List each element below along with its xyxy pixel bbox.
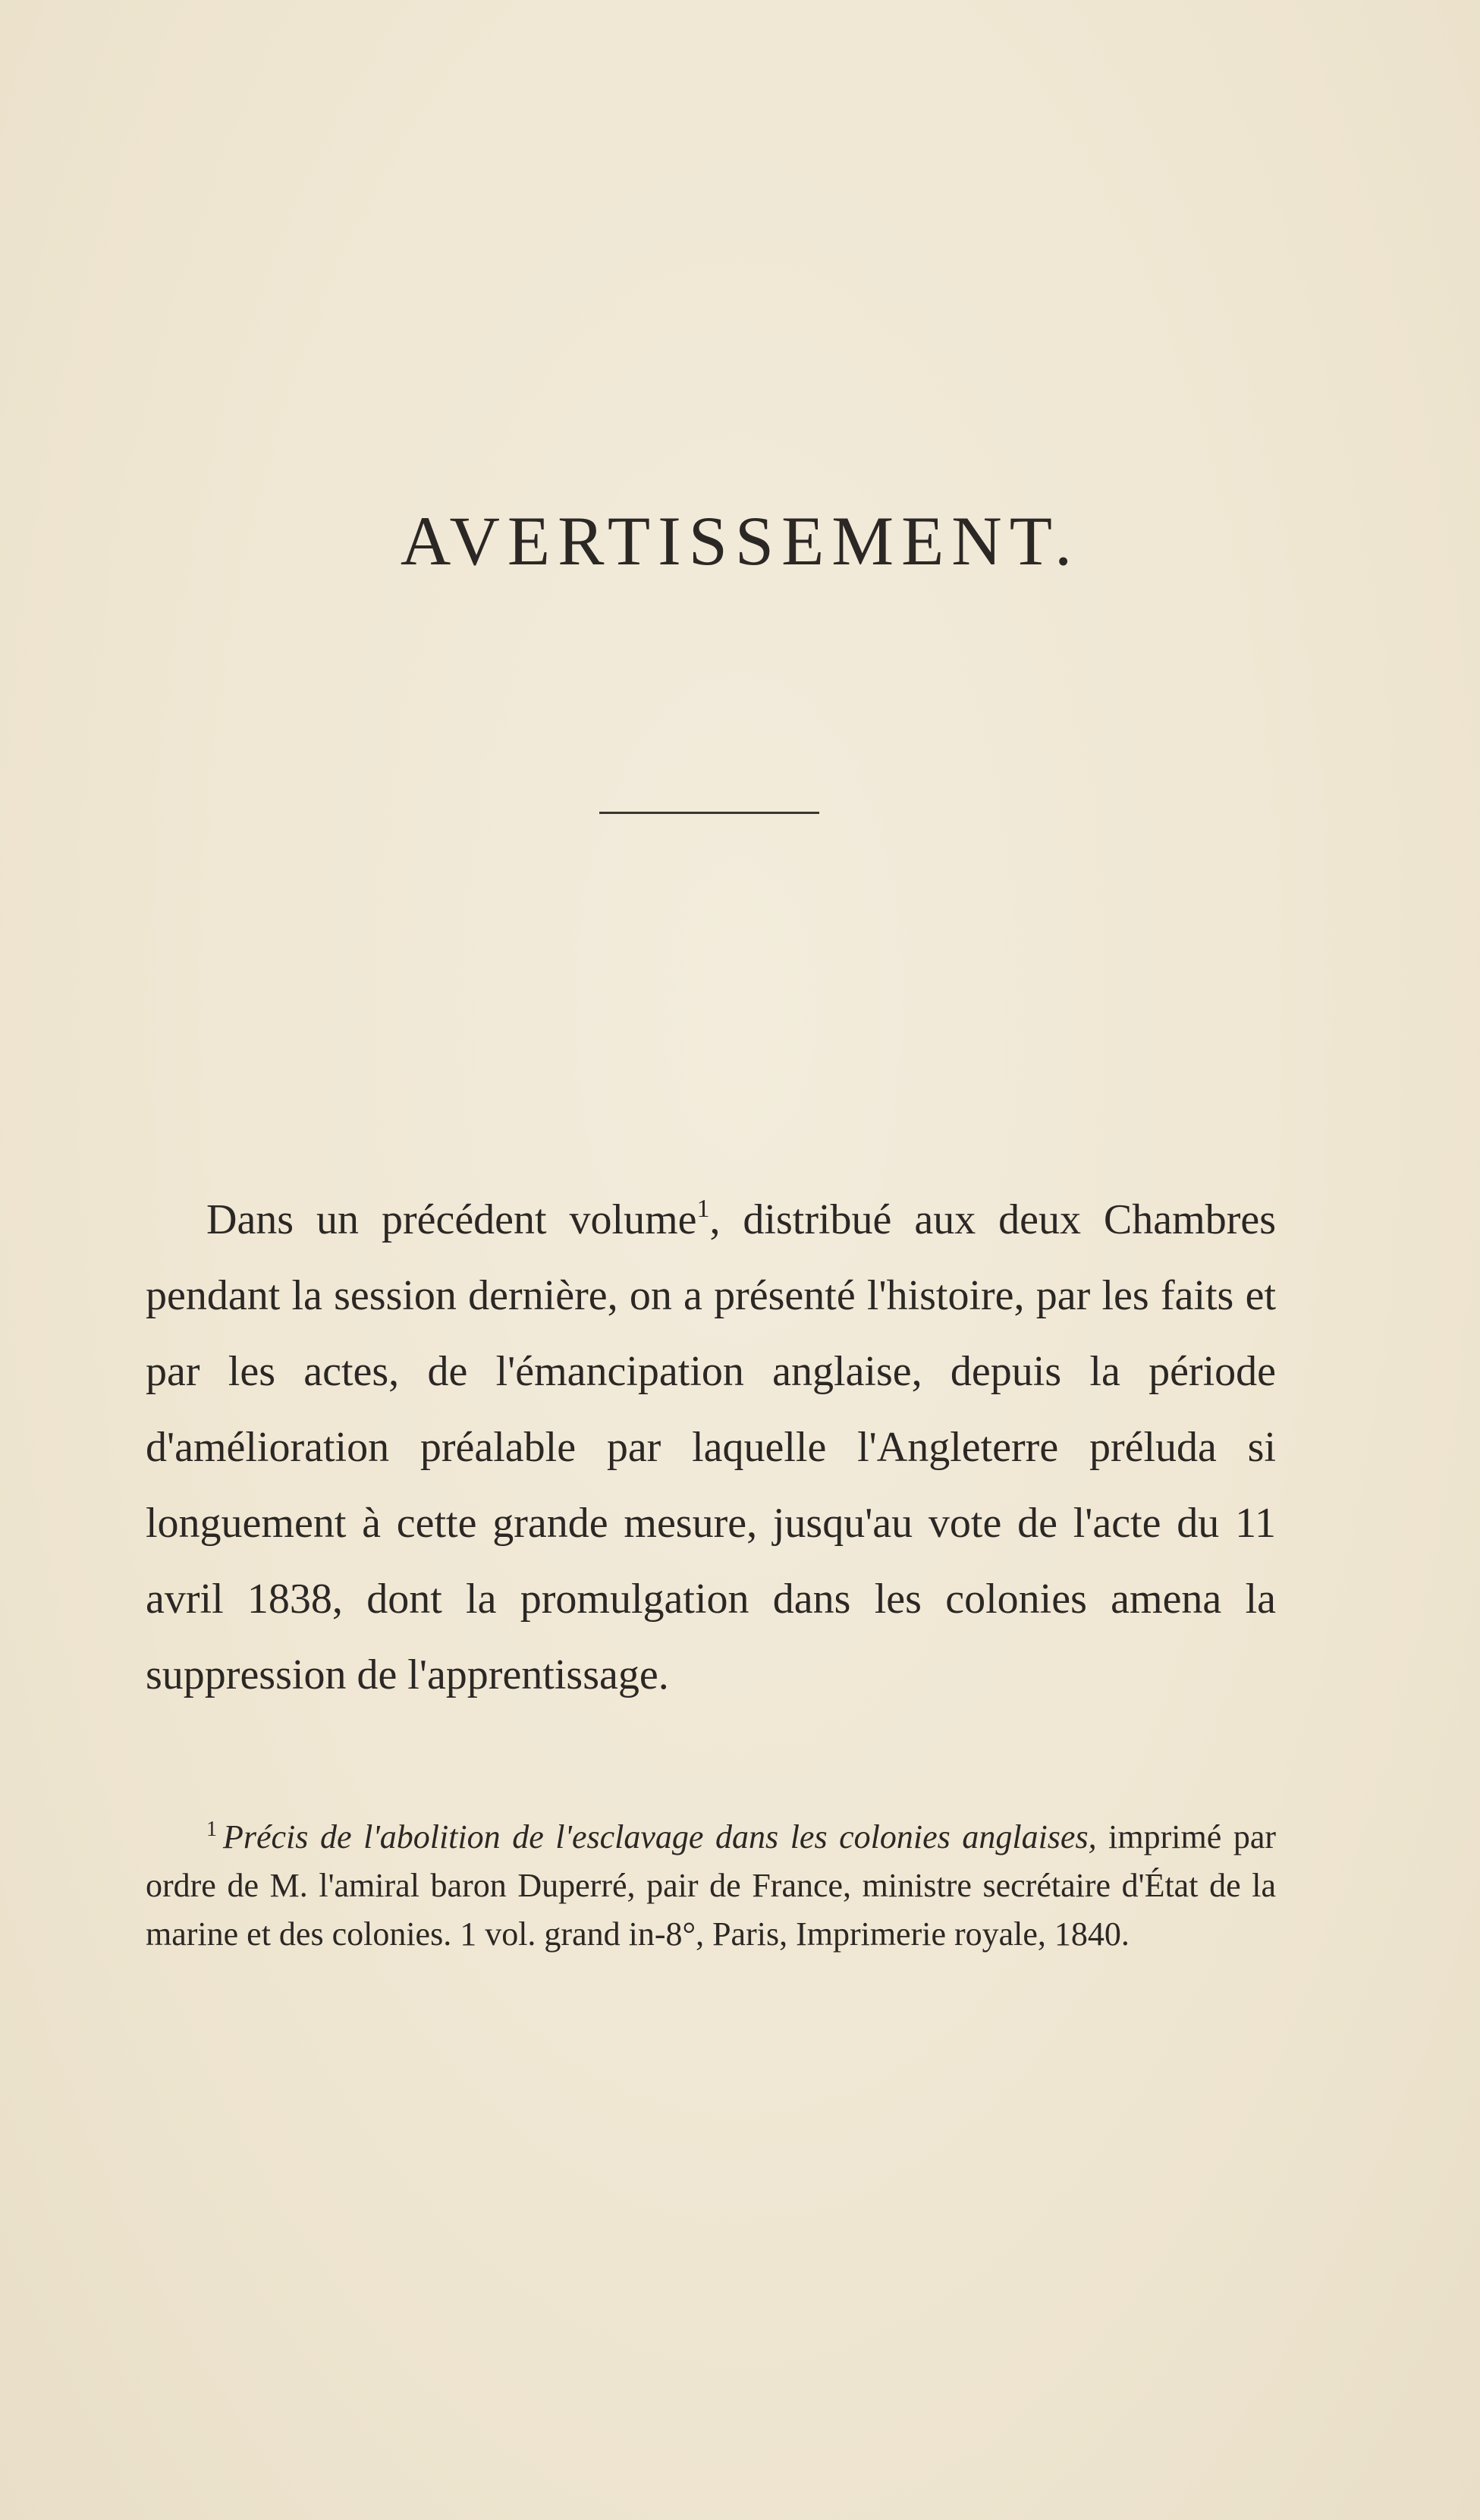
page-title: AVERTISSEMENT. — [400, 502, 1080, 580]
footnote-mark: 1 — [206, 1818, 217, 1841]
title-divider — [599, 812, 819, 814]
body-text-start: Dans un précédent volume — [206, 1196, 697, 1243]
body-text-rest: , distribué aux deux Chambres pendant la session dernière, on a présenté l'histoire, par les faits et par les actes, de l'émancipation anglaise, depuis la période d'amélioration préalable par laquelle l'Angleterre préluda si longuement à cette grande mesure, jusqu'au vote de l'acte du 11 avril 1838, dont la promulgation dans les colonies amena la suppression de l'apprentissage. — [146, 1196, 1276, 1698]
footnote — [146, 1813, 1276, 1959]
footnote-reference: 1 — [696, 1195, 710, 1223]
footnote-book-title: Précis de l'abolition de l'esclavage dans les colonies anglaises, — [223, 1818, 1097, 1855]
body-paragraph — [146, 1182, 1276, 1713]
footnote-text: imprimé par ordre de M. l'amiral baron Duperré, pair de France, ministre secrétaire d'État de la marine et des colonies. 1 vol. grand in-8°, Paris, Imprimerie royale, 1840. — [146, 1818, 1276, 1953]
